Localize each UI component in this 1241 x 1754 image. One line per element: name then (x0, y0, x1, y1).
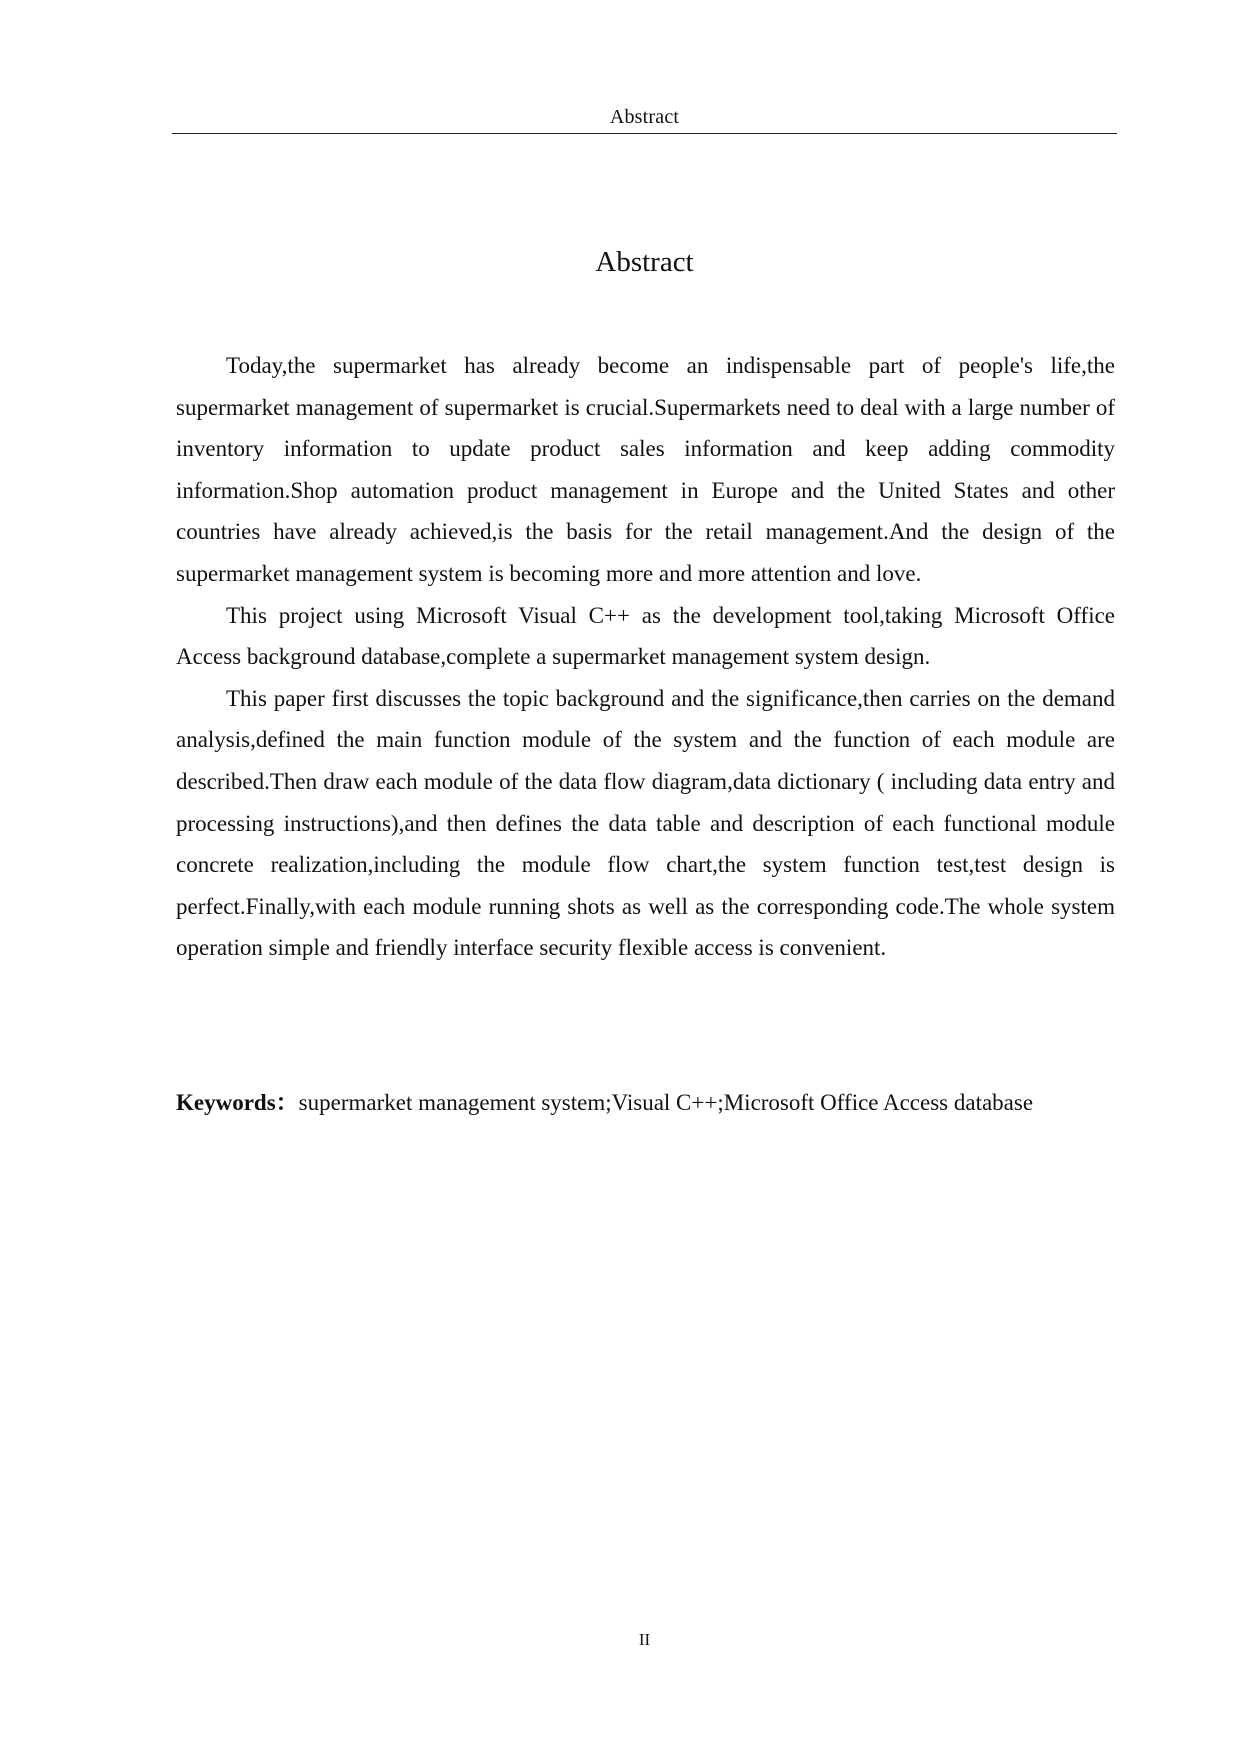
abstract-paragraph-2: This project using Microsoft Visual C++ as the development tool,taking Microsoft Office Access background database,complete a supermarket management system design. (176, 602, 1115, 670)
page-title: Abstract (595, 246, 694, 278)
abstract-paragraph-1: Today,the supermarket has already become an indispensable part of people's life,the supermarket management of supermarket is crucial.Supermarkets need to deal with a large number of inventory information to update product sales information and keep adding commodity information.Shop automation product management in Europe and the United States and other countries have already achieved,is the basis for the retail management.And the design of the supermarket management system is becoming more and more attention and love. (176, 353, 1115, 586)
abstract-body (176, 345, 1115, 969)
header-rule (172, 133, 1117, 134)
keywords-text: supermarket management system;Visual C++;Microsoft Office Access database (298, 1090, 1034, 1115)
page-number: II (638, 1630, 651, 1649)
running-header: Abstract (609, 106, 680, 128)
keywords-line (176, 1083, 1115, 1123)
keywords-label: Keywords： (176, 1090, 299, 1115)
abstract-paragraph-3: This paper first discusses the topic background and the significance,then carries on the demand analysis,defined the main function module of the system and the function of each module are described.Then draw each module of the data flow diagram,data dictionary ( including data entry and processing instructions),and then defines the data table and description of each functional module concrete realization,including the module flow chart,the system function test,test design is perfect.Finally,with each module running shots as well as the corresponding code.The whole system operation simple and friendly interface security flexible access is convenient. (176, 685, 1115, 961)
